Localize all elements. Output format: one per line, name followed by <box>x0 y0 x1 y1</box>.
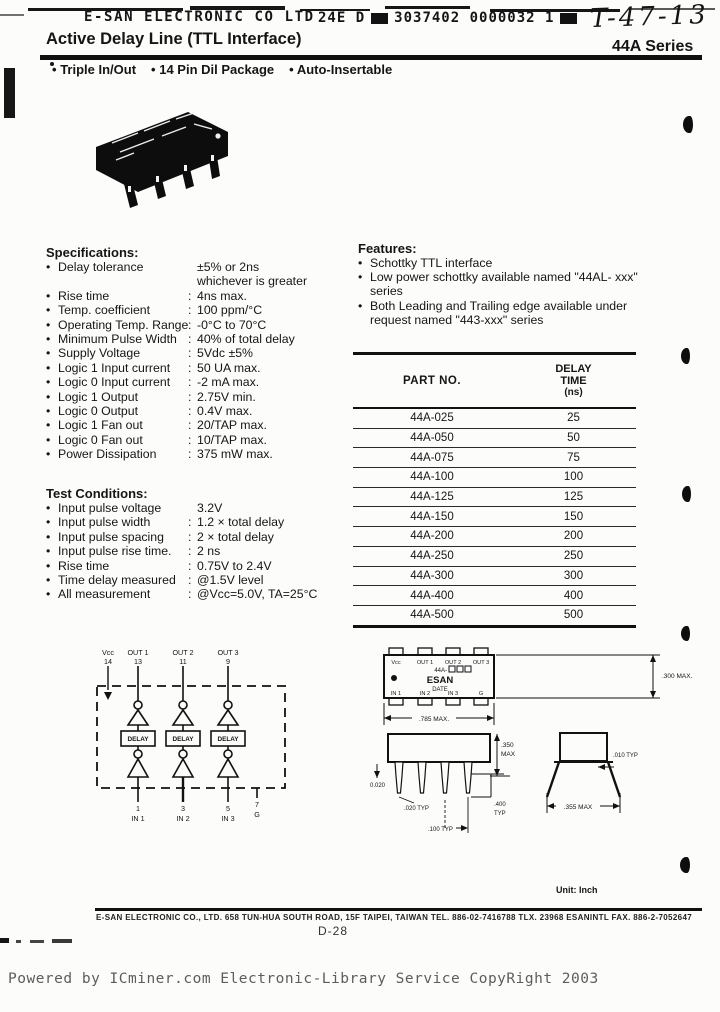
test-conditions-heading: Test Conditions: <box>46 486 148 501</box>
page-title: Active Delay Line (TTL Interface) <box>46 30 302 48</box>
spec-item <box>46 375 348 389</box>
bullet-icon: • <box>46 317 51 332</box>
part-number-cell: 44A-075 <box>410 451 454 464</box>
key-feature-label: Auto-Insertable <box>296 62 393 77</box>
test-condition-label: Input pulse spacing <box>58 529 164 544</box>
pkg-pin-out3: OUT 3 <box>472 660 490 666</box>
test-condition-separator: : <box>188 573 192 588</box>
spec-separator: : <box>188 418 192 433</box>
col-header-part: PART NO. <box>402 375 462 387</box>
spec-value <box>197 375 348 389</box>
bullet-icon: • <box>46 260 51 274</box>
key-feature <box>151 62 274 77</box>
delay-time-cell: 100 <box>563 471 584 484</box>
test-condition-separator: : <box>188 544 192 559</box>
barcode-square-icon <box>560 13 577 24</box>
bullet-icon: • <box>46 587 51 602</box>
bullet-icon: • <box>46 573 51 588</box>
test-condition-item <box>46 501 348 515</box>
delay-time-cell: 50 <box>567 432 580 445</box>
spec-separator: : <box>188 375 192 390</box>
spec-separator: : <box>188 332 192 347</box>
table-row <box>353 488 636 508</box>
dim-lead-width-label: .020 TYP <box>404 806 429 812</box>
out1-label: OUT 1 <box>127 648 149 657</box>
series-label: 44A Series <box>612 38 694 55</box>
spec-value-line1: 10/TAP max. <box>197 432 267 447</box>
spec-separator: : <box>188 288 192 303</box>
spec-item <box>46 332 348 346</box>
table-row <box>353 527 636 547</box>
spec-value <box>197 447 348 461</box>
test-condition-label: Input pulse voltage <box>58 501 162 515</box>
footer-address: E-SAN ELECTRONIC CO., LTD. 658 TUN-HUA SOUTH ROAD, 15F TAIPEI, TAIWAN TEL. 886-02-7416788 TLX. 23968 ESANINTL FAX. 886-2-7052647 <box>96 913 693 922</box>
delay-label: DELAY <box>127 736 149 743</box>
spec-separator <box>188 260 197 289</box>
spec-label: Logic 1 Output <box>58 389 138 404</box>
pkg-pin-in3: IN 3 <box>447 691 459 697</box>
test-condition-value: 0.75V to 2.4V <box>197 558 272 573</box>
bullet-icon: • <box>46 544 51 559</box>
delay-time-cell: 150 <box>563 510 584 523</box>
delay-table <box>353 352 636 628</box>
test-condition-value: 1.2 × total delay <box>197 515 285 530</box>
bullet-icon: • <box>46 404 51 419</box>
code-mid: 3037402 0000032 1 <box>394 10 555 26</box>
part-number-cell: 44A-025 <box>410 412 454 425</box>
test-condition-separator <box>188 501 197 515</box>
part-number-cell: 44A-200 <box>410 530 454 543</box>
test-condition-label: All measurement <box>58 587 151 602</box>
spec-value <box>197 390 348 404</box>
part-number-cell: 44A-250 <box>410 550 454 563</box>
in1-pin: 1 <box>136 804 140 813</box>
bullet-icon: • <box>46 529 51 544</box>
end-view-body <box>560 733 607 761</box>
dim-standoff-label: 0.020 <box>370 783 386 789</box>
test-condition-item <box>46 515 348 529</box>
bullet-icon: • <box>46 303 51 318</box>
delay-time-cell: 25 <box>567 412 580 425</box>
spec-value <box>197 346 348 360</box>
part-number-cell: 44A-150 <box>410 510 454 523</box>
out3-label: OUT 3 <box>217 648 239 657</box>
table-row <box>353 606 636 625</box>
inverter-bubble-icon <box>134 750 142 758</box>
spec-value-line1: 2.75V min. <box>197 389 256 404</box>
key-feature-label: 14 Pin Dil Package <box>159 62 275 77</box>
table-row <box>353 429 636 449</box>
spec-item <box>46 447 348 461</box>
test-condition-label: Rise time <box>58 558 110 573</box>
delay-header-line1: DELAY <box>555 363 592 375</box>
spec-label: Operating Temp. Range <box>58 317 189 332</box>
package-photo <box>82 102 240 217</box>
delay-table-body <box>353 409 636 625</box>
test-condition-value: 3.2V <box>197 501 223 515</box>
delay-label: DELAY <box>217 736 239 743</box>
buffer-triangle-icon <box>128 759 148 777</box>
features-heading: Features: <box>358 241 417 256</box>
bullet-icon: • <box>46 447 51 462</box>
pkg-part-mark: 44A- <box>434 668 447 674</box>
part-number-cell: 44A-400 <box>410 589 454 602</box>
bullet-icon: • <box>151 62 156 77</box>
spec-value-line1: 4ns max. <box>197 288 247 303</box>
in3-label: IN 3 <box>221 814 235 823</box>
spec-separator: : <box>188 432 192 447</box>
bullet-icon: • <box>46 418 51 433</box>
spec-value <box>197 361 348 375</box>
scan-artifact <box>4 68 15 118</box>
spec-value <box>197 404 348 418</box>
delay-time-cell: 75 <box>567 451 580 464</box>
barcode-square-icon <box>371 13 388 24</box>
in1-label: IN 1 <box>131 814 145 823</box>
test-condition-separator: : <box>188 515 192 530</box>
inverter-bubble-icon <box>224 750 232 758</box>
spec-value <box>197 433 348 447</box>
buffer-triangle-icon <box>128 710 148 725</box>
spec-item <box>46 289 348 303</box>
specifications-heading: Specifications: <box>46 245 139 260</box>
company-name: E-SAN ELECTRONIC CO LTD <box>84 9 315 25</box>
scan-artifact <box>681 348 690 364</box>
key-feature-label: Triple In/Out <box>60 62 137 77</box>
test-condition-item <box>46 573 348 587</box>
spec-item <box>46 390 348 404</box>
buffer-triangle-icon <box>173 759 193 777</box>
table-row <box>353 448 636 468</box>
spec-label: Minimum Pulse Width <box>58 332 177 347</box>
in2-pin: 3 <box>181 804 185 813</box>
bullet-icon: • <box>358 298 363 313</box>
spec-label: Power Dissipation <box>58 447 157 462</box>
part-number-cell: 44A-500 <box>410 609 454 622</box>
test-condition-label: Time delay measured <box>58 573 176 588</box>
spec-item <box>46 418 348 432</box>
scan-artifact <box>0 14 24 16</box>
spec-separator: : <box>188 360 192 375</box>
key-feature <box>52 62 136 77</box>
bullet-icon: • <box>358 256 363 270</box>
spec-separator: : <box>188 317 192 332</box>
pkg-pin-in1: IN 1 <box>390 691 402 697</box>
bullet-icon: • <box>46 558 51 573</box>
scan-artifact <box>681 626 690 641</box>
spec-item <box>46 433 348 447</box>
spec-label: Delay tolerance <box>58 260 144 274</box>
scan-artifact <box>0 938 9 943</box>
bullet-icon: • <box>46 389 51 404</box>
spec-value <box>197 418 348 432</box>
out2-label: OUT 2 <box>172 648 194 657</box>
vcc-arrow-icon <box>104 692 112 700</box>
document-code <box>318 10 583 26</box>
test-condition-separator: : <box>188 529 192 544</box>
spec-value-line1: -0°C to 70°C <box>197 317 267 332</box>
table-row <box>353 468 636 488</box>
spec-separator: : <box>188 346 192 361</box>
bullet-icon: • <box>46 432 51 447</box>
pin1-dot-icon <box>391 675 397 681</box>
feature-text: Schottky TTL interface <box>370 256 493 270</box>
spec-item <box>46 361 348 375</box>
spec-separator: : <box>188 389 192 404</box>
logic-diagram <box>85 646 299 828</box>
buffer-triangle-icon <box>218 710 238 725</box>
delay-label: DELAY <box>172 736 194 743</box>
test-condition-separator: : <box>188 587 192 602</box>
buffer-triangle-icon <box>218 759 238 777</box>
table-row <box>353 547 636 567</box>
spec-value-line1: -2 mA max. <box>197 375 260 390</box>
dim-pitch-label: .100 TYP <box>428 827 453 833</box>
bullet-icon: • <box>52 62 57 77</box>
bullet-icon: • <box>46 288 51 303</box>
inverter-bubble-icon <box>224 701 232 709</box>
spec-value <box>197 260 348 289</box>
header-rule <box>40 55 702 60</box>
feature-item <box>358 299 654 327</box>
out1-pin: 13 <box>134 657 142 666</box>
test-condition-value: 2 ns <box>197 544 221 559</box>
spec-value-line2: whichever is greater <box>197 274 308 289</box>
scan-artifact <box>30 940 44 943</box>
scan-artifact <box>52 939 72 943</box>
spec-separator: : <box>188 447 192 462</box>
test-condition-label: Input pulse width <box>58 515 151 530</box>
pkg-pin-gnd: G <box>478 691 484 697</box>
side-view-body <box>388 734 490 762</box>
table-row <box>353 507 636 527</box>
dim-height-label-1: .350 <box>501 742 514 749</box>
spec-separator: : <box>188 404 192 419</box>
spec-label: Logic 0 Output <box>58 404 138 419</box>
spec-value-line1: ±5% or 2ns <box>197 260 260 274</box>
handwritten-mark: T-47-13 <box>589 0 710 35</box>
delay-time-cell: 400 <box>563 589 584 602</box>
delay-time-cell: 250 <box>563 550 584 563</box>
gnd-pin: 7 <box>255 800 259 809</box>
unit-note: Unit: Inch <box>556 885 598 895</box>
out3-pin: 9 <box>226 657 230 666</box>
dim-lead-label-1: .400 <box>494 802 506 808</box>
test-condition-value: @1.5V level <box>197 573 264 588</box>
gnd-label: G <box>254 810 260 819</box>
delay-time-cell: 200 <box>563 530 584 543</box>
spec-item <box>46 346 348 360</box>
spec-value-line1: 100 ppm/°C <box>197 303 263 318</box>
delay-time-cell: 300 <box>563 569 584 582</box>
scan-artifact <box>683 116 693 133</box>
dim-end-width-label: .355 MAX <box>563 804 593 811</box>
dim-height-label-2: MAX <box>501 751 516 758</box>
spec-label: Temp. coefficient <box>58 303 151 318</box>
features-list <box>358 256 654 327</box>
spec-value-line1: 5Vdc ±5% <box>197 346 253 361</box>
spec-item <box>46 260 348 289</box>
delay-table-header <box>353 355 636 409</box>
delay-time-cell: 500 <box>563 609 584 622</box>
feature-text: Low power schottky available named "44AL- xxx" series <box>370 270 638 299</box>
dim-end-lead-label: .010 TYP <box>613 753 638 759</box>
bullet-icon: • <box>46 515 51 530</box>
bullet-icon: • <box>46 360 51 375</box>
test-condition-item <box>46 587 348 601</box>
delay-header-line2: TIME <box>560 375 587 387</box>
bullet-icon: • <box>46 375 51 390</box>
spec-label: Supply Voltage <box>58 346 141 361</box>
test-condition-label: Input pulse rise time. <box>58 544 172 559</box>
spec-label: Logic 0 Input current <box>58 375 171 390</box>
spec-item <box>46 318 348 332</box>
spec-separator: : <box>188 303 192 318</box>
page-number: D-28 <box>318 924 349 938</box>
feature-text: Both Leading and Trailing edge available under request named "443-xxx" series <box>370 298 628 327</box>
inverter-bubble-icon <box>179 701 187 709</box>
test-condition-value: 2 × total delay <box>197 529 274 544</box>
scan-artifact <box>385 6 470 9</box>
spec-value <box>197 318 348 332</box>
bullet-icon: • <box>358 270 363 285</box>
delay-header-line3: (ns) <box>564 387 583 398</box>
in2-label: IN 2 <box>176 814 190 823</box>
test-condition-item <box>46 559 348 573</box>
table-row <box>353 586 636 606</box>
spec-label: Logic 1 Fan out <box>58 418 143 433</box>
spec-value-line1: 50 UA max. <box>197 360 261 375</box>
watermark: Powered by ICminer.com Electronic-Library Service CopyRight 2003 <box>8 971 599 987</box>
test-condition-item <box>46 530 348 544</box>
bullet-icon: • <box>289 62 294 77</box>
pkg-brand: ESAN <box>426 675 454 686</box>
test-condition-separator: : <box>188 558 192 573</box>
spec-label: Logic 1 Input current <box>58 360 171 375</box>
spec-value-line1: 375 mW max. <box>197 447 273 462</box>
key-feature <box>289 62 392 77</box>
package-drawing <box>370 645 705 883</box>
specifications-list <box>46 260 348 462</box>
pkg-pin-vcc: Vcc <box>391 660 401 666</box>
spec-label: Rise time <box>58 288 110 303</box>
spec-value-line1: 20/TAP max. <box>197 418 267 433</box>
scan-artifact <box>682 486 691 502</box>
spec-label: Logic 0 Fan out <box>58 432 143 447</box>
delay-time-cell: 125 <box>563 491 584 504</box>
pkg-pin-out2: OUT 2 <box>444 660 462 666</box>
spec-value-line1: 40% of total delay <box>197 332 295 347</box>
spec-value <box>197 289 348 303</box>
feature-item <box>358 256 654 270</box>
col-header-delay <box>511 363 636 399</box>
dim-width-label: .300 MAX. <box>662 673 693 680</box>
footer-rule <box>95 908 702 911</box>
inverter-bubble-icon <box>134 701 142 709</box>
pkg-date-label: DATE <box>432 687 448 693</box>
vcc-label: Vcc <box>102 648 114 657</box>
part-number-cell: 44A-100 <box>410 471 454 484</box>
out2-pin: 11 <box>179 657 187 666</box>
feature-item <box>358 270 654 298</box>
spec-item <box>46 404 348 418</box>
code-left: 24E D <box>318 10 366 26</box>
part-number-cell: 44A-125 <box>410 491 454 504</box>
table-row <box>353 409 636 429</box>
pkg-pin-in2: IN 2 <box>419 691 431 697</box>
part-number-cell: 44A-300 <box>410 569 454 582</box>
test-conditions-list <box>46 501 348 602</box>
bullet-icon: • <box>46 501 51 515</box>
part-number-cell: 44A-050 <box>410 432 454 445</box>
key-features-row <box>52 62 392 77</box>
bullet-icon: • <box>46 332 51 347</box>
spec-value <box>197 303 348 317</box>
table-row <box>353 567 636 587</box>
pkg-pin-out1: OUT 1 <box>416 660 434 666</box>
spec-value <box>197 332 348 346</box>
spec-item <box>46 303 348 317</box>
dim-length-label: .785 MAX. <box>418 716 450 723</box>
test-condition-item <box>46 544 348 558</box>
dim-lead-label-2: TYP <box>494 811 506 817</box>
in3-pin: 5 <box>226 804 230 813</box>
inverter-bubble-icon <box>179 750 187 758</box>
vcc-pin: 14 <box>104 657 112 666</box>
bullet-icon: • <box>46 346 51 361</box>
scan-artifact <box>16 940 21 943</box>
buffer-triangle-icon <box>173 710 193 725</box>
spec-value-line1: 0.4V max. <box>197 404 253 419</box>
test-condition-value: @Vcc=5.0V, TA=25°C <box>197 587 318 602</box>
